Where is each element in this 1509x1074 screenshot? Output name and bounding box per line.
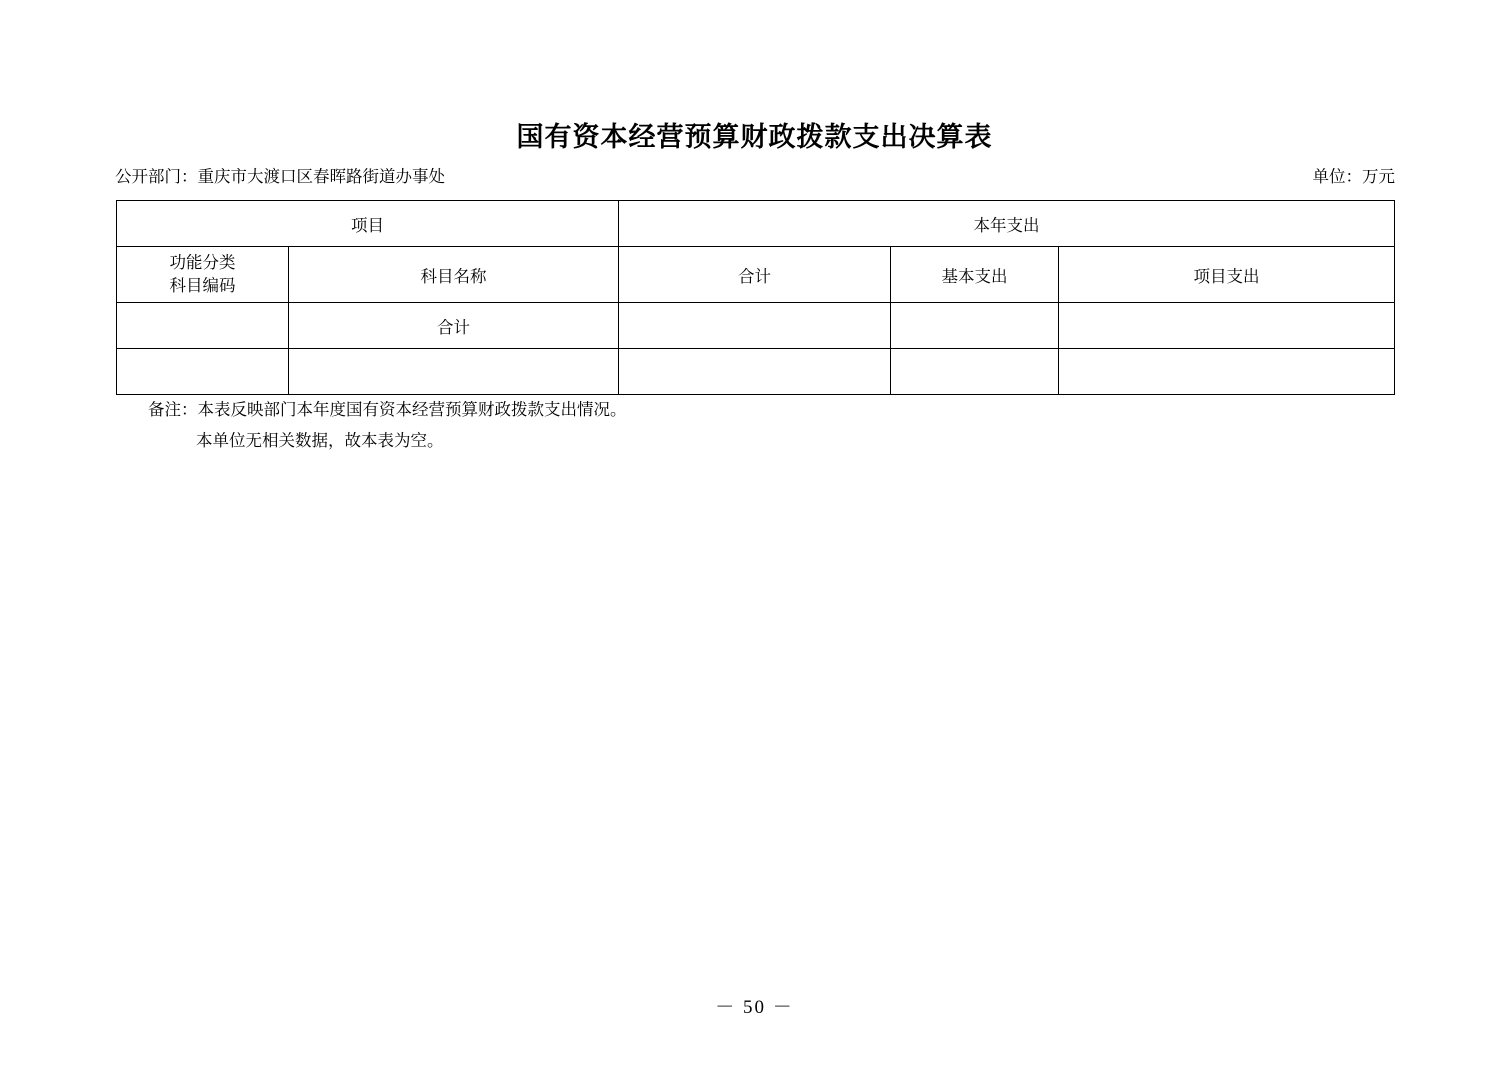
cell-basic-expenditure (891, 303, 1059, 349)
department-label: 公开部门：重庆市大渡口区春晖路街道办事处 (115, 167, 445, 186)
header-function-classification-code (117, 247, 289, 303)
cell-project-expenditure (1059, 303, 1395, 349)
header-total: 合计 (619, 247, 891, 303)
note-line-1: 备注：本表反映部门本年度国有资本经营预算财政拨款支出情况。 (148, 400, 627, 419)
page-title: 国有资本经营预算财政拨款支出决算表 (516, 122, 993, 152)
header-function-classification-code-line1: 功能分类 (169, 253, 236, 273)
table-notes (148, 395, 627, 456)
cell-subject-name: 合计 (289, 303, 619, 349)
header-basic-expenditure: 基本支出 (891, 247, 1059, 303)
cell-function-code (117, 349, 289, 395)
cell-total (619, 303, 891, 349)
header-project-expenditure: 项目支出 (1059, 247, 1395, 303)
page-number: － 50 － (715, 997, 794, 1018)
cell-function-code (117, 303, 289, 349)
header-function-classification-code-line2: 科目编码 (169, 275, 236, 295)
header-item-group: 项目 (117, 201, 619, 247)
cell-basic-expenditure (891, 349, 1059, 395)
cell-total (619, 349, 891, 395)
cell-project-expenditure (1059, 349, 1395, 395)
unit-label: 单位：万元 (1312, 167, 1395, 186)
table-header-group-row (117, 201, 1395, 247)
header-subject-name: 科目名称 (289, 247, 619, 303)
header-current-year-expenditure-group: 本年支出 (619, 201, 1395, 247)
table-row (117, 349, 1395, 395)
document-meta (115, 163, 1395, 185)
note-line-2: 本单位无相关数据，故本表为空。 (196, 430, 444, 450)
cell-subject-name (289, 349, 619, 395)
budget-table (116, 200, 1395, 395)
table-header-column-row (117, 247, 1395, 303)
table-row (117, 303, 1395, 349)
